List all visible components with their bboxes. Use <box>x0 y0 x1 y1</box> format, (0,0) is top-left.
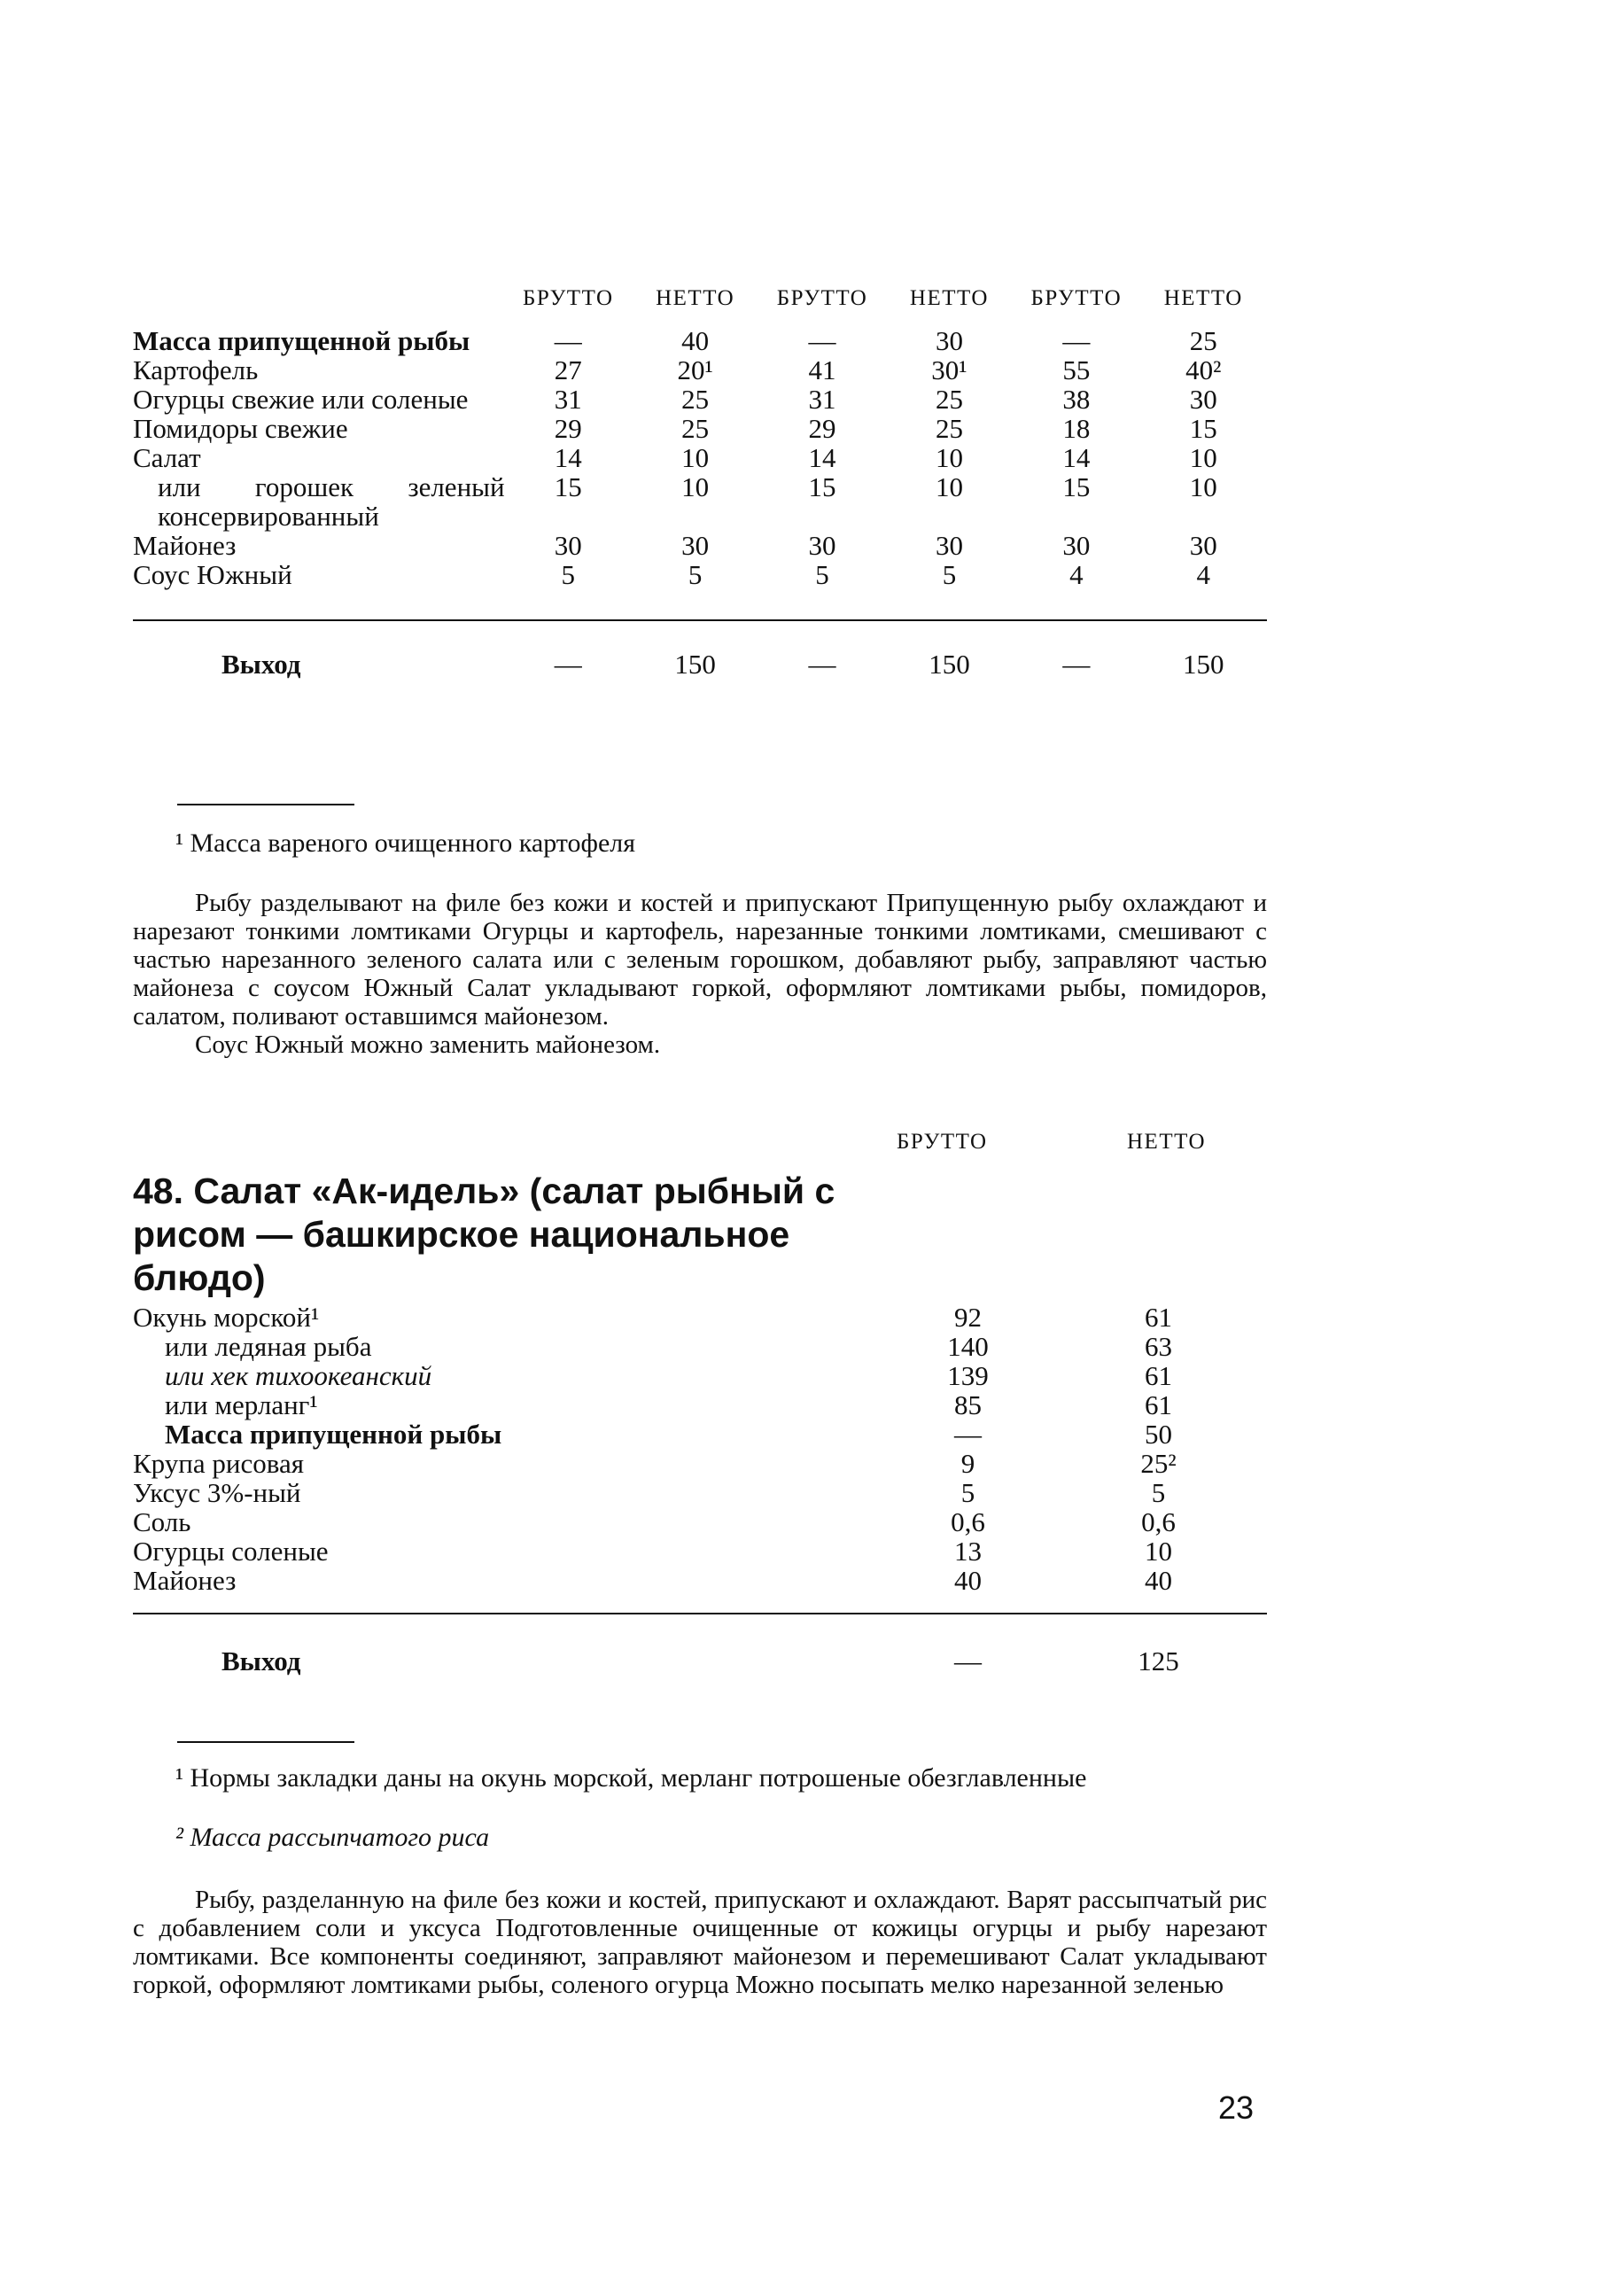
header-netto: НЕТТО <box>1127 1130 1207 1154</box>
quantity-cell: 14 <box>808 442 836 473</box>
ingredient-name: Помидоры свежие <box>133 413 348 444</box>
quantity-cell: 31 <box>554 384 582 415</box>
recipe-text-2 <box>133 1886 1267 1999</box>
quantity-cell: 4 <box>1196 559 1211 590</box>
table-row <box>133 1507 1267 1536</box>
quantity-cell: 25 <box>681 413 710 444</box>
quantity-cell: 0,6 <box>951 1506 985 1537</box>
table-header <box>133 284 1267 326</box>
quantity-cell: — <box>808 325 836 356</box>
quantity-cell: 10 <box>1145 1536 1172 1567</box>
yield-value: — <box>808 649 836 680</box>
quantity-cell: 30 <box>1062 530 1091 561</box>
quantity-cell: 27 <box>554 354 582 385</box>
quantity-cell: 61 <box>1145 1360 1172 1391</box>
quantity-cell: 14 <box>554 442 582 473</box>
quantity-cell: 61 <box>1145 1302 1172 1333</box>
quantity-cell: 30 <box>935 325 963 356</box>
quantity-cell: 30 <box>935 530 963 561</box>
table-row <box>133 355 1267 385</box>
table-row <box>133 385 1267 414</box>
quantity-cell: 50 <box>1145 1419 1172 1450</box>
ingredient-name: Уксус 3%-ный <box>133 1477 301 1508</box>
yield-value: 150 <box>929 649 970 680</box>
table-row <box>133 443 1267 472</box>
quantity-cell: 15 <box>1189 413 1217 444</box>
header-netto: НЕТТО <box>1163 286 1243 310</box>
quantity-cell: 5 <box>815 559 829 590</box>
yield-row <box>133 620 1267 703</box>
yield-value: 125 <box>1138 1645 1179 1676</box>
quantity-cell: 15 <box>808 471 836 502</box>
quantity-cell: 25² <box>1140 1448 1177 1479</box>
table-row <box>133 560 1267 589</box>
table-row <box>133 1332 1267 1361</box>
quantity-cell: 30¹ <box>931 354 967 385</box>
table-row <box>133 1566 1267 1595</box>
ingredient-name: Огурцы соленые <box>133 1536 329 1567</box>
quantity-cell: 9 <box>960 1448 975 1479</box>
quantity-cell: 25 <box>935 413 963 444</box>
ingredients-table-1 <box>133 284 1267 703</box>
quantity-cell: 10 <box>935 471 963 502</box>
quantity-cell: 40 <box>1145 1565 1172 1596</box>
quantity-cell: 30 <box>554 530 582 561</box>
ingredient-name: Картофель <box>133 354 259 385</box>
ingredient-name: или хек тихоокеанский <box>165 1360 432 1391</box>
quantity-cell: 15 <box>1062 471 1091 502</box>
paragraph: Соус Южный можно заменить майонезом. <box>195 1031 661 1059</box>
table-row <box>133 1303 1267 1332</box>
quantity-cell: 20¹ <box>677 354 713 385</box>
quantity-cell: 10 <box>935 442 963 473</box>
ingredient-name: или ледяная рыба <box>165 1331 372 1362</box>
quantity-cell: 92 <box>954 1302 982 1333</box>
quantity-cell: 85 <box>954 1389 982 1420</box>
quantity-cell: 61 <box>1145 1389 1172 1420</box>
table-row <box>133 1536 1267 1566</box>
ingredient-name: Соль <box>133 1506 191 1537</box>
quantity-cell: — <box>954 1419 982 1450</box>
quantity-cell: 5 <box>942 559 957 590</box>
quantity-cell: 15 <box>554 471 582 502</box>
yield-label: Выход <box>221 649 301 680</box>
quantity-cell: 4 <box>1069 559 1084 590</box>
table-row <box>133 1361 1267 1390</box>
footnote: ¹ Нормы закладки даны на окунь морской, мерланг потрошеные обезглавленные <box>175 1763 1087 1793</box>
ingredient-name: Масса припущенной рыбы <box>133 325 470 356</box>
table-row <box>133 414 1267 443</box>
ingredient-name: Крупа рисовая <box>133 1448 304 1479</box>
quantity-cell: 5 <box>1151 1477 1166 1508</box>
quantity-cell: 25 <box>1189 325 1217 356</box>
quantity-cell: 30 <box>808 530 836 561</box>
quantity-cell: 13 <box>954 1536 982 1567</box>
quantity-cell: 139 <box>947 1360 989 1391</box>
quantity-cell: 25 <box>935 384 963 415</box>
table-row <box>133 326 1267 355</box>
ingredient-name: Масса припущенной рыбы <box>165 1419 502 1450</box>
quantity-cell: 31 <box>808 384 836 415</box>
quantity-cell: 55 <box>1062 354 1091 385</box>
footnote: ¹ Масса вареного очищенного картофеля <box>175 828 636 858</box>
paragraph: Рыбу, разделанную на филе без кожи и костей, припускают и охлаждают. Варят рассыпчатый рис с добавлением соли и уксуса Подготовленные очищенные от кожицы огурцы и рыбу нарезают ломтиками. Все компоненты соединяют, заправляют майонезом и перемешивают Салат укладывают горкой, оформляют ломтиками рыбы, соленого огурца Можно посыпать мелко нарезанной зеленью <box>133 1886 1267 1999</box>
quantity-cell: 5 <box>960 1477 975 1508</box>
quantity-cell: 40 <box>954 1565 982 1596</box>
quantity-cell: 10 <box>1189 442 1217 473</box>
recipe-text-1 <box>133 889 1267 1059</box>
page-number: 23 <box>1218 2089 1255 2126</box>
yield-value: 150 <box>674 649 716 680</box>
header-netto: НЕТТО <box>656 286 735 310</box>
ingredients-table-2 <box>133 1303 1267 1700</box>
table-row <box>133 1390 1267 1420</box>
recipe-title: 48. Салат «Ак-идель» (салат рыбный с рисом — башкирское национальное блюдо) <box>133 1171 835 1298</box>
yield-value: — <box>954 1645 982 1676</box>
yield-row <box>133 1614 1267 1700</box>
ingredient-name: или мерланг¹ <box>165 1389 318 1420</box>
quantity-cell: 10 <box>681 442 710 473</box>
quantity-cell: 10 <box>1189 471 1217 502</box>
header-brutto: БРУТТО <box>1030 286 1123 310</box>
quantity-cell: 30 <box>1189 384 1217 415</box>
ingredient-name: Окунь морской¹ <box>133 1302 320 1333</box>
quantity-cell: 41 <box>808 354 836 385</box>
quantity-cell: 5 <box>688 559 703 590</box>
quantity-cell: 30 <box>1189 530 1217 561</box>
footnote: ² Масса рассыпчатого риса <box>175 1823 490 1852</box>
table-row <box>133 1478 1267 1507</box>
yield-label: Выход <box>221 1645 301 1676</box>
ingredient-name: Салат <box>133 442 201 473</box>
quantity-cell: 63 <box>1145 1331 1172 1362</box>
header-netto: НЕТТО <box>909 286 989 310</box>
ingredient-name: Соус Южный <box>133 559 292 590</box>
quantity-cell: 30 <box>681 530 710 561</box>
table-row <box>133 1449 1267 1478</box>
ingredient-name: Майонез <box>133 530 237 561</box>
quantity-cell: 40² <box>1185 354 1222 385</box>
table-row <box>133 1420 1267 1449</box>
header-brutto: БРУТТО <box>522 286 614 310</box>
quantity-cell: 5 <box>561 559 576 590</box>
header-brutto: БРУТТО <box>776 286 868 310</box>
quantity-cell: 18 <box>1062 413 1091 444</box>
ingredient-name: Майонез <box>133 1565 237 1596</box>
quantity-cell: 0,6 <box>1141 1506 1176 1537</box>
quantity-cell: 40 <box>681 325 710 356</box>
footnote-rule <box>177 804 354 805</box>
page <box>133 0 1267 2287</box>
footnote-rule <box>177 1741 354 1743</box>
quantity-cell: 38 <box>1062 384 1091 415</box>
header-brutto: БРУТТО <box>897 1130 988 1154</box>
ingredient-name: или горошек зеленый консервированный <box>158 471 505 532</box>
quantity-cell: 29 <box>554 413 582 444</box>
yield-value: — <box>554 649 582 680</box>
quantity-cell: — <box>554 325 582 356</box>
paragraph: Рыбу разделывают на филе без кожи и костей и припускают Припущенную рыбу охлаждают и нарезают тонкими ломтиками Огурцы и картофель, нарезанные тонкими ломтиками, смешивают с частью нарезанного зеленого салата или с зеленым горошком, добавляют рыбу, заправляют частью майонеза с соусом Южный Салат укладывают горкой, оформляют ломтиками рыбы, помидоров, салатом, поливают оставшимся майонезом. <box>133 889 1267 1031</box>
ingredient-name: Огурцы свежие или соленые <box>133 384 469 415</box>
quantity-cell: 14 <box>1062 442 1091 473</box>
quantity-cell: 10 <box>681 471 710 502</box>
table-row <box>133 531 1267 560</box>
yield-value: — <box>1062 649 1091 680</box>
quantity-cell: 29 <box>808 413 836 444</box>
quantity-cell: 25 <box>681 384 710 415</box>
quantity-cell: — <box>1062 325 1091 356</box>
table-row <box>133 472 1267 531</box>
quantity-cell: 140 <box>947 1331 989 1362</box>
yield-value: 150 <box>1183 649 1224 680</box>
